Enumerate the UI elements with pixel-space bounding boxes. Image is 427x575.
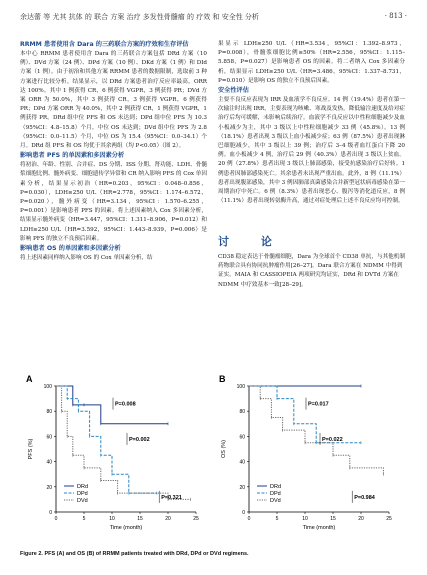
y-tick-label: 80	[239, 409, 245, 416]
y-tick-label: 60	[239, 434, 245, 441]
heading-os-analysis: 影响患者 OS 的单因素和多因素分析	[20, 245, 121, 253]
x-tick-label: 10	[109, 516, 115, 522]
x-tick-label: 0	[54, 516, 58, 522]
para-os-analysis: 将上述因素同样纳入影响 OS 的 Cox 单因素分析，结	[20, 255, 153, 262]
x-tick-label: 20	[165, 516, 171, 522]
y-axis-label: PFS (%)	[28, 438, 34, 460]
p-value-label: P=0.984	[354, 494, 375, 501]
legend-label-dpd: DPd	[77, 491, 88, 497]
y-tick-label: 100	[43, 384, 52, 390]
running-header	[20, 12, 407, 26]
y-tick-label: 40	[46, 459, 52, 466]
x-tick-label: 0	[247, 516, 251, 522]
legend-label-dvd: DVd	[77, 498, 88, 504]
y-tick-label: 80	[46, 409, 52, 416]
panel-label: B	[219, 374, 226, 384]
legend-label-dpd: DPd	[270, 491, 281, 497]
legend-label-drd: DRd	[77, 484, 89, 490]
heading-efficacy: RRMM 患者使用含 Dara 的三药联合方案的疗效和生存评估	[20, 41, 189, 48]
panel-label: A	[26, 374, 33, 384]
y-tick-label: 0	[49, 510, 52, 516]
legend-label-dvd: DVd	[270, 498, 281, 504]
x-axis-label: Time (month)	[109, 525, 143, 531]
x-tick-label: 5	[275, 516, 279, 522]
para-safety: 主要不良反应表现为 IRR 及血液学不良反应。14 例（19.4%）患者在第一次输注时出现 IRR，主要表现为咳嗽、寒战及发热，降低输注速度及给对症治疗后均可缓解，未影响后续治疗。血液学不良反应以中性粒细胞减少及血小板减少为主，其中 3 级以上中性粒细胞减少 33 例（45.8%），13 例（18.1%）患者出现 3 级以上血小板减少症；63 例（87.5%）患者出现淋巴细胞减少，其中 3 级以上 39 例；治疗后 3–4 级者血红蛋白下降 20 例。血小板减少 4 例，治疗后 29 例（40.3%）患者出现 3 级以上贫血。20 例（27.8%）患者出现 3 级以上肺部感染，接受抗感染治疗后好转。1 例患者因肺部感染死亡。其余患者未出现严重出血。此外，8 例（11.1%）患者出现腹部感染，其中 3 例因肺部真菌感染合并新型冠状病毒感染在第一周期治疗中死亡。6 例（8.3%）患者出现恶心、腹泻等消化道反应，8 例（11.1%）患者出现转氨酶升高，通过对症处理后上述不良反应均可控制。	[218, 97, 405, 205]
km-plot-os	[215, 372, 405, 547]
right-column	[218, 40, 405, 206]
x-tick-label: 15	[330, 516, 336, 522]
x-tick-label: 10	[302, 516, 308, 522]
x-tick-label: 5	[82, 516, 86, 522]
p-value-label: P=0.017	[308, 401, 329, 408]
p-value-label: P=0.022	[322, 436, 343, 443]
figure-panel-b	[215, 372, 405, 547]
heading-pfs-analysis: 影响患者 PFS 的单因素和多因素分析	[20, 152, 125, 160]
figure-caption: Figure 2. PFS (A) and OS (B) of RRMM patients treated with DRd, DPd or DVd regimens.	[20, 551, 249, 557]
y-tick-label: 20	[46, 484, 52, 491]
x-tick-label: 25	[386, 516, 392, 522]
y-tick-label: 60	[46, 434, 52, 441]
x-tick-label: 25	[193, 516, 199, 522]
x-tick-label: 15	[137, 516, 143, 522]
y-tick-label: 100	[236, 384, 245, 390]
y-tick-label: 40	[239, 459, 245, 466]
para-efficacy: 本中心 RRMM 患者使用含 Dara 的三药联合方案包括 DRd 方案（10 例）、DVd 方案（24 例）、DPd 方案（10 例）、DKd 方案（1 例）和 DId 方案（1 例）。由于初治和其他方案 RRMM 患者的数据限制，选取前 3 种方案进行比较分析。结果显示，以 DRd 方案患者治疗反应率最高，ORR 达 100%。其中 1 例获得 CR，6 例获得 VGPR，3 例获得 PR；DVd 方案 ORR 为 50.0%，其中 3 例获得 CR，3 例获得 VGPR，6 例获得 PR；DPd 方案 ORR 为 40.0%，其中 2 例获得 CR，1 例获得 VGPR，1 例获得 PR。DRd 组中位 PFS 和 OS 未达到；DPd 组中位 PFS 为 10.3（95%CI：4.8–15.8）个月，中位 OS 未达到；DVd 组中位 PFS 为 2.8（95%CI：0.0–11.5）个月，中位 OS 为 15.4（95%CI：0.0–34.1）个月。DRd 组 PFS 和 OS 均优于其余两组（均 P<0.05）（图 2）。	[20, 51, 207, 150]
legend-label-drd: DRd	[270, 484, 282, 490]
x-tick-label: 20	[358, 516, 364, 522]
km-plot-pfs	[22, 372, 212, 547]
x-axis-label: Time (month)	[302, 525, 336, 531]
p-value-label: P=0.002	[129, 436, 150, 443]
y-tick-label: 20	[239, 484, 245, 491]
page-number: · 813 ·	[384, 12, 407, 20]
km-curve-dvd	[249, 386, 383, 474]
para-discussion: CD38 稳定表达于骨髓瘤细胞，Dara 为全球首个 CD38 单抗，与其他机制药物联合具有协同抗肿瘤作用[26–27]。Dara 联合方案在 NDMM 中得到证实。MAIA 和 CASSIOPEIA 两项研究均证实，DRd 和 DVTd 方案在 NDMM 中疗效基本一致[28–29]。	[218, 254, 405, 288]
heading-safety: 安全性评估	[218, 87, 249, 95]
section-discussion-title: 讨 论	[218, 235, 286, 248]
left-column	[20, 40, 207, 263]
y-axis-label: OS (%)	[221, 439, 227, 459]
y-tick-label: 0	[242, 510, 245, 516]
header-title: 余达蕾 等 尤其 抗体 的 联合 方案 治疗 多发性骨髓瘤 的 疗效 和 安全性 分析	[20, 13, 259, 21]
para-os-results: 果显示 LDH≥250 U/L（HR=3.534，95%CI：1.392–8.973，P=0.008），骨髓浆细胞比例≥50%（HR=2.556，95%CI：1.115–5.858，P=0.027）是影响患者 OS 的因素。将二者纳入 Cox 多因素分析，结果显示 LDH≥250 U/L（HR=3.486，95%CI：1.337–8.731，P=0.010）是影响 OS 的独立不良预后因素。	[218, 41, 405, 84]
p-value-label: P=0.008	[115, 401, 136, 408]
figure-panel-a	[22, 372, 212, 547]
para-pfs-analysis: 将初治、年龄、性别、合并症、DS 分期、ISS 分期、肾功能、LDH、骨髓浆细胞比例、髓外病变、细胞遗传学异常和 CR 纳入影响 PFS 的 Cox 单因素分析，结果显示初治（HR=0.203，95%CI：0.048–0.856，P=0.030），LDH≥250 U/L（HR=2.778，95%CI：1.174–6.572，P=0.020），髓外病变（HR=3.134，95%CI：1.570–6.255，P=0.001）是影响患者 PFS 的因素。将上述因素纳入 Cox 多因素分析，结果显示髓外病变（HR=3.447，95%CI：1.311–8.906，P=0.012）和 LDH≥250 U/L（HR=3.592，95%CI：1.443–8.939，P=0.006）是影响 PFS 的独立不良预后因素。	[20, 162, 207, 242]
p-value-label: P=0.321	[161, 494, 182, 501]
